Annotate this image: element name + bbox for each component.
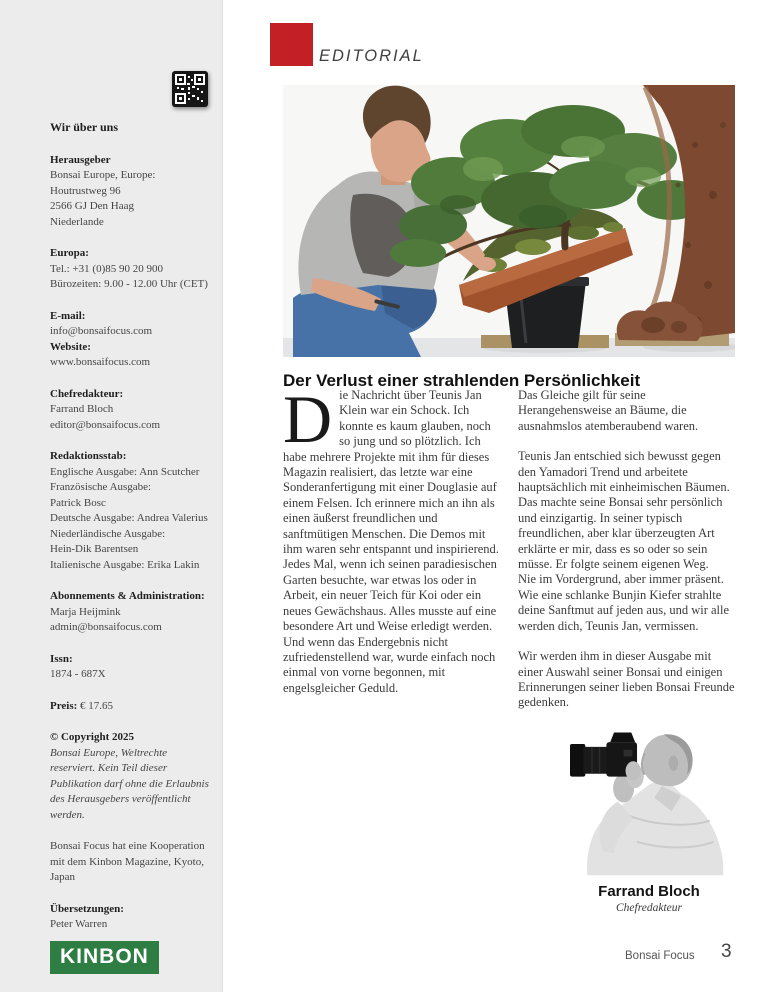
- europe-label: Europa:: [50, 247, 89, 259]
- price-block: [50, 699, 210, 715]
- author-name: Farrand Bloch: [598, 883, 700, 900]
- editor-label: Chefredakteur:: [50, 387, 124, 400]
- section-accent-square: [270, 23, 313, 66]
- issn-label: Issn:: [50, 652, 73, 665]
- email-website-block: [50, 309, 210, 371]
- publisher-line: Niederlande: [50, 215, 104, 228]
- staff-line: Französische Ausgabe:: [50, 481, 152, 493]
- article-text: ie Nachricht über Teunis Jan Klein war ein Schock. Ich konnte es kaum glauben, noch so jung und so plötzlich. Ich habe mehrere Projekte mit ihm für dieses Magazin realisiert, das letzte war eine Sonderanfertigung mit einer Douglasie auf einem Felsen. Ich erinnere mich an ihn als einen äußerst freundlichen und sanftmütigen Menschen. Die Demos mit ihm waren sehr entspannt und inspirierend. Jedes Mal, wenn ich seinen paradiesischen Garten besuchte, war etwas los oder in Arbeit, ein neuer Teich für Koi oder ein neues Gewächshaus. Alles musste auf eine besondere Art und Weise erledigt werden. Und wenn das Endergebnis nicht zufriedenstellend war, wurde einfach noch einmal von vorne begonnen, mit engelsgleicher Geduld.: [283, 388, 499, 695]
- cooperation-text: Bonsai Focus hat eine Kooperation mit dem Kinbon Magazine, Kyoto, Japan: [50, 840, 205, 883]
- section-label: EDITORIAL: [319, 47, 424, 65]
- publisher-line: 2566 GJ Den Haag: [50, 200, 135, 212]
- article-headline: Der Verlust einer strahlenden Persönlichkeit: [283, 371, 641, 391]
- editorial-photo: [283, 85, 735, 357]
- email-label: E-mail:: [50, 309, 86, 322]
- article-column-right: [518, 388, 737, 711]
- staff-line: Englische Ausgabe: Ann Scutcher: [50, 465, 200, 478]
- staff-line: Patrick Bosc: [50, 496, 106, 509]
- staff-label: Redaktionsstab:: [50, 450, 127, 462]
- translations-block: [50, 902, 210, 933]
- article-paragraph: Das Gleiche gilt für seine Herangehensweise an Bäume, die ausnahmslos atemberaubend waren.: [518, 388, 699, 433]
- price-label: Preis:: [50, 699, 78, 712]
- imprint-sidebar: [0, 0, 223, 992]
- page-number: 3: [721, 941, 732, 962]
- issn-value: 1874 - 687X: [50, 668, 106, 680]
- website-value: www.bonsaifocus.com: [50, 356, 151, 368]
- article-paragraph: Teunis Jan entschied sich bewusst gegen den Yamadori Trend und arbeitete hauptsächlich mit einheimischen Bäumen. Das machte seine Bonsai sehr persönlich und einzigartig. In seiner typisch freundlichen, aber klar überzeugten Art erklärte er mir, dass es so oder so sein müsse. Er folgte seinem eigenen Weg.: [518, 449, 730, 572]
- editor-name: Farrand Bloch: [50, 403, 114, 415]
- office-hours-line: Bürozeiten: 9.00 - 12.00 Uhr (CET): [50, 278, 208, 290]
- publisher-line: Bonsai Europe, Europe:: [50, 169, 156, 181]
- sidebar-title: Wir über uns: [50, 120, 119, 134]
- publisher-line: Houtrustweg 96: [50, 184, 121, 197]
- publisher-block: [50, 153, 210, 231]
- article-column-left: [283, 381, 502, 711]
- phone-line: Tel.: +31 (0)85 90 20 900: [50, 262, 163, 275]
- editor-block: [50, 387, 210, 434]
- issn-block: [50, 652, 210, 683]
- subscription-label: Abonnements & Administration:: [50, 590, 205, 602]
- article-paragraph: Wir werden ihm in dieser Ausgabe mit einer Auswahl seiner Bonsai und einigen Erinnerungen seiner lieben Bonsai Freunde gedenken.: [518, 649, 735, 710]
- author-role: Chefredakteur: [615, 902, 682, 914]
- publisher-label: Herausgeber: [50, 153, 111, 166]
- price-value: € 17.65: [80, 699, 114, 712]
- translations-label: Übersetzungen:: [50, 902, 124, 915]
- kinbon-logo: KINBON: [50, 941, 159, 974]
- staff-line: Italienische Ausgabe: Erika Lakin: [50, 558, 200, 571]
- subscription-name: Marja Heijmink: [50, 605, 121, 618]
- drop-cap: D: [283, 381, 333, 457]
- qr-code-icon: [172, 71, 208, 107]
- copyright-block: [50, 730, 210, 823]
- europe-contact-block: [50, 246, 210, 293]
- website-label: Website:: [50, 340, 91, 353]
- copyright-label: © Copyright 2025: [50, 731, 134, 743]
- author-photo: [570, 725, 728, 877]
- staff-block: [50, 449, 210, 573]
- subscription-block: [50, 589, 210, 636]
- subscription-email: admin@bonsaifocus.com: [50, 621, 162, 633]
- translations-value: Peter Warren: [50, 918, 108, 930]
- editor-email: editor@bonsaifocus.com: [50, 418, 161, 431]
- staff-line: Deutsche Ausgabe: Andrea Valerius: [50, 512, 208, 524]
- author-figure: [563, 725, 735, 914]
- staff-line: Niederländische Ausgabe:: [50, 527, 166, 540]
- staff-line: Hein-Dik Barentsen: [50, 543, 139, 555]
- article-paragraph: Nie im Vordergrund, aber immer präsent. Wie eine schlanke Bunjin Kiefer strahlte deine Sanftmut auf jeden aus, und wir alle werden dich, Teunis Jan, vermissen.: [518, 572, 730, 633]
- email-value: info@bonsaifocus.com: [50, 325, 153, 337]
- footer-brand: Bonsai Focus: [625, 950, 695, 962]
- copyright-text: Bonsai Europe, Weltrechte reserviert. Kein Teil dieser Publikation darf ohne die Erlaubnis des Herausgebers veröffentlicht werden.: [50, 746, 209, 821]
